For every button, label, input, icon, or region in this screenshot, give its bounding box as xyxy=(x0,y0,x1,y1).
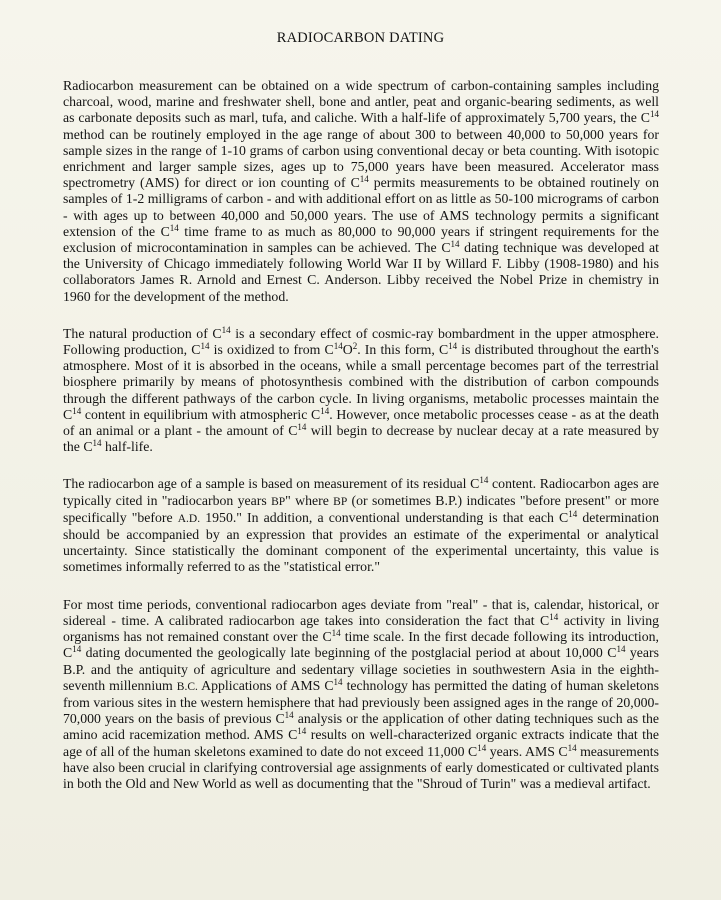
c14-symbol: $C^{14}$ xyxy=(212,324,231,341)
paragraph-calibration: For most time periods, conventional radiocarbon ages deviate from "real" - that is, calendar, historical, or sidereal - time. A calibrated radiocarbon age takes into consideration the fact that $C^{14}$ activity in living organisms has not remained constant over the $C^{14}$ time scale. In the first decade following its introduction, $C^{14}$ dating documented the geologically late beginning of the postglacial period at about 10,000 $C^{14}$ years B.P. and the antiquity of agriculture and sedentary village societies in southwestern Asia in the eighth-seventh millennium B.C. Applications of AMS $C^{14}$ technology has permitted the dating of human skeletons from various sites in the western hemisphere that had previously been assigned ages in the range of 20,000-70,000 years on the basis of previous $C^{14}$ analysis or the application of other dating techniques such as the amino acid racemization method. AMS $C^{14}$ results on well-characterized organic extracts indicate that the age of all of the human skeletons examined to date do not exceed 11,000 $C^{14}$ years. AMS $C^{14}$ measurements have also been crucial in clarifying controversial age assignments of early domesticated or cultivated plants in both the Old and New World as well as documenting that the "Shroud of Turin" was a medieval artifact. xyxy=(63,596,660,791)
c14-symbol: $C^{14}$ xyxy=(311,405,330,422)
c14-symbol: $C^{14}$ xyxy=(558,742,577,759)
c14-symbol: $C^{14}$ xyxy=(468,742,487,759)
c14-symbol: $C^{14}$ xyxy=(540,611,559,628)
c14-symbol: $C^{14}$ xyxy=(350,174,369,191)
document-title: RADIOCARBON DATING xyxy=(276,30,445,46)
c14-symbol: $C^{14}$ xyxy=(63,644,82,661)
c14-symbol: $C^{14}$ xyxy=(470,475,489,492)
c14-symbol: $C^{14}$ xyxy=(441,239,460,256)
document-body xyxy=(63,78,659,813)
c14-symbol: $C^{14}$ xyxy=(63,405,82,422)
c14-symbol: $C^{14}$ xyxy=(83,438,102,455)
paragraph-history: Radiocarbon measurement can be obtained on a wide spectrum of carbon-containing samples including charcoal, wood, marine and freshwater shell, bone and antler, peat and organic-bearing sediments, as well as carbonate deposits such as marl, tufa, and caliche. With a half-life of approximately 5,700 years, the $C^{14}$ method can be routinely employed in the age range of about 300 to between 40,000 to 50,000 years for sample sizes in the range of 1-10 grams of carbon using conventional decay or beta counting. With isotopic enrichment and larger sample sizes, ages up to 75,000 years have been measured. Accelerator mass spectrometry (AMS) for direct or ion counting of $C^{14}$ permits measurements to be obtained routinely on samples of 1-2 milligrams of carbon - and with additional effort on as little as 50-100 micrograms of carbon - with ages up to between 40,000 and 50,000 years. The use of AMS technology permits a significant extension of the $C^{14}$ time frame to as much as 80,000 to 90,000 years if stringent requirements for the exclusion of microcontamination in samples can be achieved. The $C^{14}$ dating technique was developed at the University of Chicago immediately following World War II by Willard F. Libby (1908-1980) and his collaborators James R. Arnold and Ernest C. Anderson. Libby received the Nobel Prize in chemistry in 1960 for the development of the method. xyxy=(63,78,659,304)
c14-symbol: $C^{14}$ xyxy=(191,341,210,358)
c14-symbol: $C^{14}$ xyxy=(288,422,307,439)
c14-symbol: $C^{14}$ xyxy=(559,508,578,525)
c14-symbol: $C^{14}$ xyxy=(322,628,341,645)
c14-symbol: $C^{14}$ xyxy=(324,341,343,358)
paragraph-production: The natural production of $C^{14}$ is a secondary effect of cosmic-ray bombardment in the upper atmosphere. Following production, $C^{14}$ is oxidized to from $C^{14}O^2$. In this form, $C^{14}$ is distributed throughout the earth's atmosphere. Most of it is absorbed in the oceans, while a small percentage becomes part of the terrestrial biosphere primarily by means of photosynthesis combined with the distribution of carbon compounds through the different pathways of the carbon cycle. In living organisms, metabolic processes maintain the $C^{14}$ content in equilibrium with atmospheric $C^{14}$. However, once metabolic processes cease - as at the death of an animal or a plant - the amount of $C^{14}$ will begin to decrease by nuclear decay at a rate measured by the $C^{14}$ half-life. xyxy=(63,324,660,455)
c14-symbol: $C^{14}$ xyxy=(438,341,458,358)
c14-symbol: $C^{14}$ xyxy=(275,710,294,727)
c14-symbol: $C^{14}$ xyxy=(324,676,343,693)
c14-symbol: $C^{14}$ xyxy=(160,222,179,239)
c14-symbol: $C^{14}$ xyxy=(288,726,307,743)
c14-symbol: $C^{14}$ xyxy=(640,109,659,126)
c14-symbol: $C^{14}$ xyxy=(607,644,626,661)
paragraph-radiocarbon-age: The radiocarbon age of a sample is based on measurement of its residual $C^{14}$ content. Radiocarbon ages are typically cited in "radiocarbon years BP" where BP (or sometimes B.P.) indicates "before present" or more specifically "before A.D. 1950." In addition, a conventional understanding is that each $C^{14}$ determination should be accompanied by an expression that provides an estimate of the experimental or analytical uncertainty. Since statistically the dominant component of the experimental uncertainty, this value is sometimes informally referred to as the "statistical error." xyxy=(63,475,659,575)
